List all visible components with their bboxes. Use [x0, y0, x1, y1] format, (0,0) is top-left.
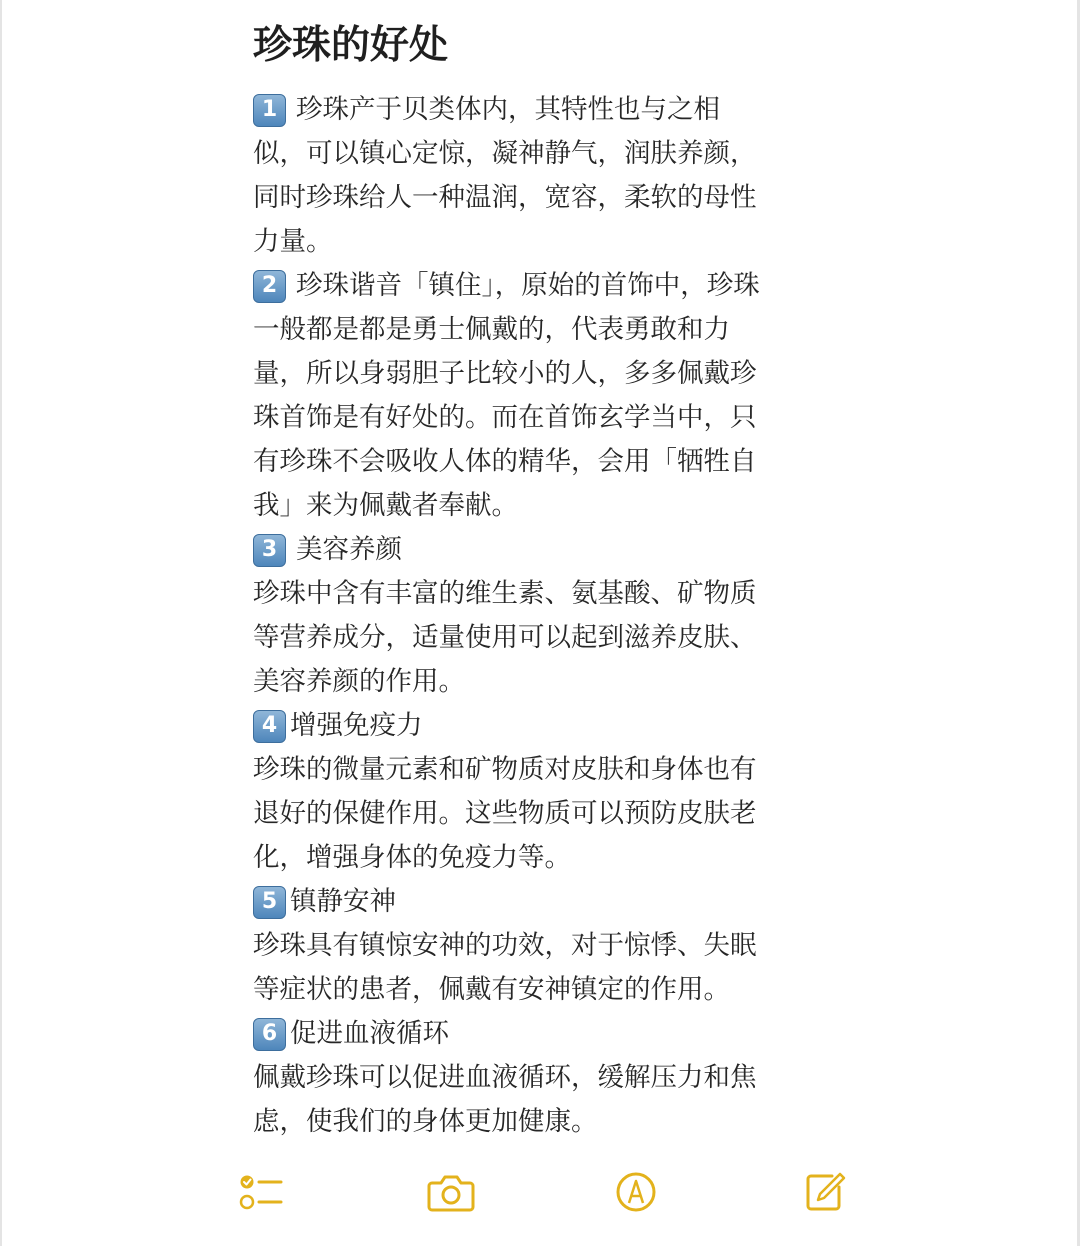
note-text: 珠首饰是有好处的。而在首饰玄学当中，只: [253, 402, 757, 433]
note-line: [253, 616, 823, 660]
note-line: [253, 880, 823, 924]
note-text: 美容养颜的作用。: [253, 666, 465, 697]
keycap-5-icon: 5: [253, 886, 286, 919]
note-text: 似，可以镇心定惊，凝神静气，润肤养颜，: [253, 138, 757, 169]
note-item-1: [253, 88, 823, 264]
note-text: 佩戴珍珠可以促进血液循环，缓解压力和焦: [253, 1062, 757, 1093]
note-line: [253, 440, 823, 484]
note-title[interactable]: 珍珠的好处: [253, 23, 449, 68]
note-text: 珍珠谐音「镇住」，原始的首饰中，珍珠: [296, 270, 760, 301]
note-body[interactable]: [253, 14, 823, 1144]
note-item-4: [253, 704, 823, 880]
camera-icon: [427, 1171, 475, 1213]
note-text: 虑，使我们的身体更加健康。: [253, 1106, 598, 1137]
keycap-2-icon: 2: [253, 270, 286, 303]
note-line: [253, 264, 823, 308]
note-text: 退好的保健作用。这些物质可以预防皮肤老: [253, 798, 757, 829]
note-line: [253, 1056, 823, 1100]
compose-button[interactable]: [800, 1168, 848, 1216]
note-line: [253, 528, 823, 572]
window-edge-left: [0, 0, 2, 1246]
note-text: 珍珠中含有丰富的维生素、氨基酸、矿物质: [253, 578, 757, 609]
keycap-6-icon: 6: [253, 1018, 286, 1051]
note-text: 我」来为佩戴者奉献。: [253, 490, 518, 521]
note-item-3: [253, 528, 823, 704]
note-line: [253, 572, 823, 616]
markup-pen-icon: [614, 1170, 658, 1214]
note-line: [253, 88, 823, 132]
note-line: [253, 660, 823, 704]
markup-button[interactable]: [612, 1168, 660, 1216]
note-line: [253, 704, 823, 748]
note-heading: 美容养颜: [296, 534, 402, 565]
note-line: [253, 132, 823, 176]
note-line: [253, 484, 823, 528]
note-line: [253, 924, 823, 968]
note-text: 一般都是都是勇士佩戴的，代表勇敢和力: [253, 314, 730, 345]
keycap-1-icon: 1: [253, 94, 286, 127]
note-line: [253, 792, 823, 836]
note-text: 珍珠具有镇惊安神的功效，对于惊悸、失眠: [253, 930, 757, 961]
note-line: [253, 220, 823, 264]
note-line: [253, 836, 823, 880]
note-line: [253, 176, 823, 220]
note-line: [253, 748, 823, 792]
keycap-4-icon: 4: [253, 710, 286, 743]
note-text: 量，所以身弱胆子比较小的人，多多佩戴珍: [253, 358, 757, 389]
compose-icon: [802, 1170, 846, 1214]
bottom-toolbar: [0, 1158, 1080, 1222]
note-text: 同时珍珠给人一种温润，宽容，柔软的母性: [253, 182, 757, 213]
note-line: [253, 308, 823, 352]
note-line: [253, 352, 823, 396]
note-item-2: [253, 264, 823, 528]
checklist-button[interactable]: [236, 1168, 284, 1216]
note-text: 化，增强身体的免疫力等。: [253, 842, 571, 873]
note-line: [253, 1100, 823, 1144]
note-text: 珍珠的微量元素和矿物质对皮肤和身体也有: [253, 754, 757, 785]
note-text: 力量。: [253, 226, 333, 257]
note-text: 有珍珠不会吸收人体的精华，会用「牺牲自: [253, 446, 757, 477]
note-line: [253, 1012, 823, 1056]
note-heading: 镇静安神: [290, 886, 396, 917]
note-item-6: [253, 1012, 823, 1144]
note-heading: 增强免疫力: [290, 710, 423, 741]
keycap-3-icon: 3: [253, 534, 286, 567]
note-heading: 促进血液循环: [290, 1018, 449, 1049]
note-text: 珍珠产于贝类体内，其特性也与之相: [296, 94, 720, 125]
note-item-5: [253, 880, 823, 1012]
checklist-icon: [237, 1170, 283, 1214]
note-text: 等症状的患者，佩戴有安神镇定的作用。: [253, 974, 730, 1005]
note-text: 等营养成分，适量使用可以起到滋养皮肤、: [253, 622, 757, 653]
camera-button[interactable]: [427, 1168, 475, 1216]
note-line: [253, 968, 823, 1012]
note-line: [253, 396, 823, 440]
